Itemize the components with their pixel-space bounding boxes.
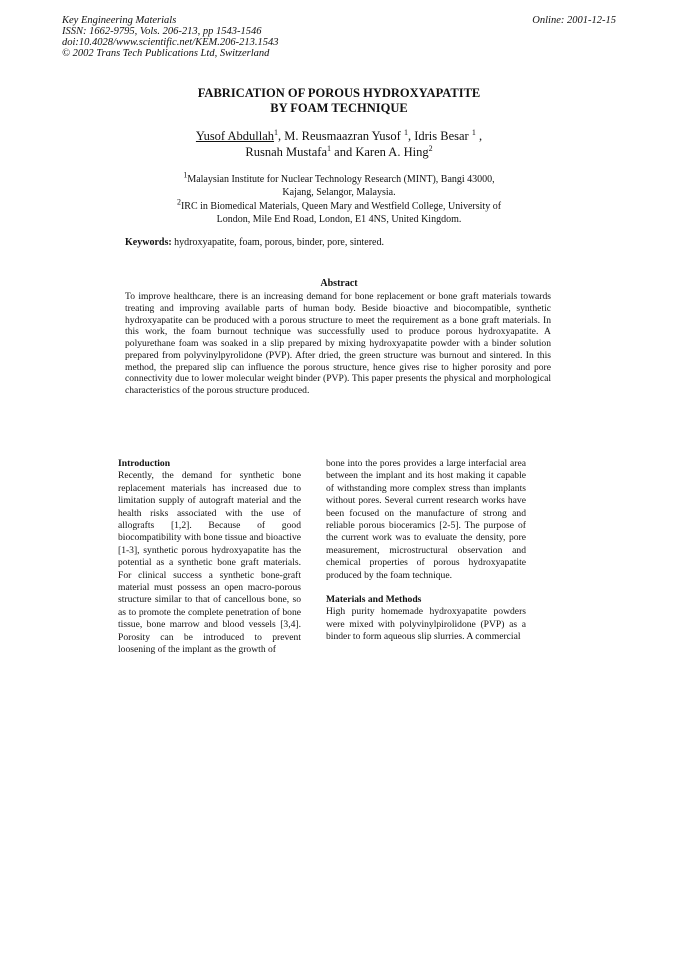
copyright-line: © 2002 Trans Tech Publications Ltd, Switzerland — [62, 48, 270, 59]
page-header — [62, 15, 616, 59]
left-column — [118, 458, 301, 657]
author-affil-mark: 1 — [471, 127, 476, 137]
authors-line-1: Yusof Abdullah$^1$, M. Reusmaazran Yusof $^1$, Idris Besar $^1$ , — [195, 127, 483, 143]
author-name: Yusof Abdullah — [195, 129, 275, 143]
introduction-text-right: bone into the pores provides a large interfacial area between the implant and its host making it capable of withstanding more complex stress than implants without pores. Several current research works have been focused on the manufacture of strong and reliable porous bioceramics [2-5]. The purpose of the current work was to evaluate the density, pore measurement, microstructural observation and chemical properties of porous hydroxyapatite produced by the foam technique. — [326, 458, 526, 581]
author-name: Idris Besar — [414, 129, 469, 143]
title-line-2: BY FOAM TECHNIQUE — [270, 101, 408, 115]
online-date: Online: 2001-12-15 — [532, 15, 616, 26]
author-conjunction: and — [331, 145, 356, 159]
title-line-1: FABRICATION OF POROUS HYDROXYAPATITE — [197, 86, 481, 100]
keywords-text: hydroxyapatite, foam, porous, binder, pore, sintered. — [171, 237, 384, 248]
affil-mark: 2 — [176, 197, 181, 207]
doi-line: doi:10.4028/www.scientific.net/KEM.206-213.1543 — [62, 37, 279, 48]
introduction-text-left: Recently, the demand for synthetic bone replacement materials has increased due to limitation supply of autograft material and the health risks associated with the use of allografts [1,2]. Because of good biocompatibility with bone tissue and bioactive [1-3], synthetic porous hydroxyapatite has the potential as a synthetic bone graft materials. For clinical success a synthetic bone-graft material must possess an open macro-porous structure similar to that of cancellous bone, so as to promote the complete penetration of bone tissue, bone marrow and blood vessels [3,4]. Porosity can be introduced to prevent loosening of the implant as the growth of — [118, 470, 301, 656]
affiliation-2-line-2: London, Mile End Road, London, E1 4NS, United Kingdom. — [216, 213, 462, 225]
right-column — [326, 458, 526, 644]
authors-line-2 — [0, 144, 678, 160]
issn-line: ISSN: 1662-9795, Vols. 206-213, pp 1543-1546 — [62, 26, 262, 37]
introduction-heading: Introduction — [118, 458, 171, 469]
journal-name: Key Engineering Materials — [62, 15, 177, 26]
abstract-heading: Abstract — [320, 278, 358, 289]
affil-mark: 1 — [183, 170, 188, 180]
methods-text: High purity homemade hydroxyapatite powders were mixed with polyvinylpirolidone (PVP) as a binder to form aqueous slip slurries. A commercial — [326, 606, 526, 643]
affiliation-2-line-1: $^2$IRC in Biomedical Materials, Queen Mary and Westfield College, University of — [176, 197, 502, 212]
methods-heading: Materials and Methods — [326, 594, 422, 606]
keywords-label: Keywords: — [125, 237, 172, 248]
keywords-line — [125, 237, 384, 249]
affiliations — [0, 170, 678, 226]
author-affil-mark: 1 — [403, 127, 408, 137]
abstract-text: To improve healthcare, there is an increasing demand for bone replacement or bone graft materials towards treating and improving available parts of human body. Beside bioactive and biocompatible, synthetic hydroxyapatite can be produced with a porous structure to meet the requirement as a bone graft materials. In this work, the foam burnout technique was successfully used to produce porous hydroxyapatite. A polyurethane foam was soaked in a slip prepared by mixing hydroxyapatite powder with a binder solution prepared from polyvinylpyrolidone (PVP). After dried, the green structure was burnout and sintered. In this method, the prepared slip can influence the porous structure, hence gives rise to higher porosity and pore connectivity due to lower molecular weight binder (PVP). This paper presents the physical and morphological characteristics of the porous structure produced. — [125, 291, 551, 396]
author-name: Rusnah Mustafa — [245, 145, 328, 159]
affiliation-1-line-2: Kajang, Selangor, Malaysia. — [282, 186, 396, 198]
author-affil-mark: 1 — [327, 143, 332, 153]
author-affil-mark: 1 — [274, 127, 279, 137]
author-affil-mark: 2 — [428, 143, 433, 153]
author-separator: , — [407, 129, 415, 143]
author-name: M. Reusmaazran Yusof — [284, 129, 401, 143]
paper-title — [0, 86, 678, 116]
affiliation-1-line-1: $^1$Malaysian Institute for Nuclear Technology Research (MINT), Bangi 43000, — [183, 170, 495, 185]
author-list — [0, 128, 678, 160]
author-separator: , — [278, 129, 285, 143]
author-name: Karen A. Hing — [355, 145, 429, 159]
